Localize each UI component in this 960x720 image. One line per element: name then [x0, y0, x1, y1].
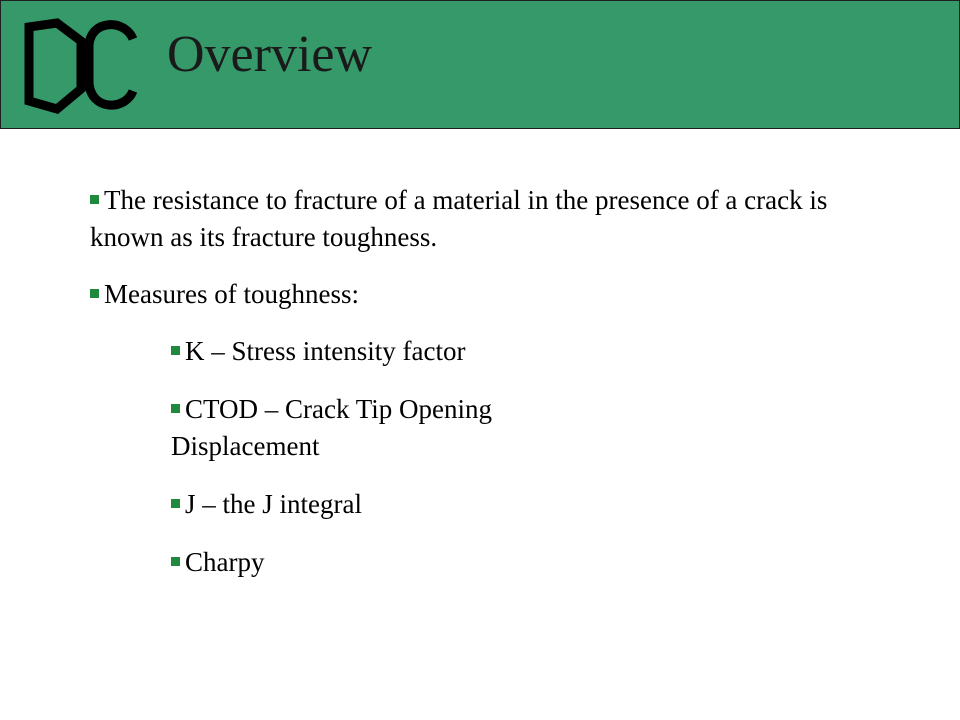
- bullet-item: [90, 276, 870, 313]
- slide-title: Overview: [167, 26, 373, 83]
- sub-bullet-item: [171, 333, 571, 370]
- title-bar: [0, 0, 960, 129]
- bullet-text: Charpy: [185, 547, 265, 577]
- bullet-text: J – the J integral: [185, 489, 362, 519]
- sub-bullet-item: [171, 544, 571, 581]
- sub-bullet-item: [171, 391, 571, 465]
- square-bullet-icon: [171, 499, 180, 508]
- bullet-text: K – Stress intensity factor: [185, 336, 466, 366]
- square-bullet-icon: [90, 195, 99, 204]
- bullet-list: [90, 182, 870, 602]
- square-bullet-icon: [171, 557, 180, 566]
- square-bullet-icon: [171, 404, 180, 413]
- dc-logo: [21, 15, 139, 115]
- bullet-item: [90, 182, 870, 256]
- bullet-text: Measures of toughness:: [104, 279, 359, 309]
- square-bullet-icon: [90, 289, 99, 298]
- square-bullet-icon: [171, 346, 180, 355]
- sub-bullet-item: [171, 486, 571, 523]
- bullet-text: The resistance to fracture of a material in the presence of a crack is known as its fracture toughness.: [90, 185, 828, 252]
- bullet-text: CTOD – Crack Tip Opening Displacement: [171, 394, 493, 461]
